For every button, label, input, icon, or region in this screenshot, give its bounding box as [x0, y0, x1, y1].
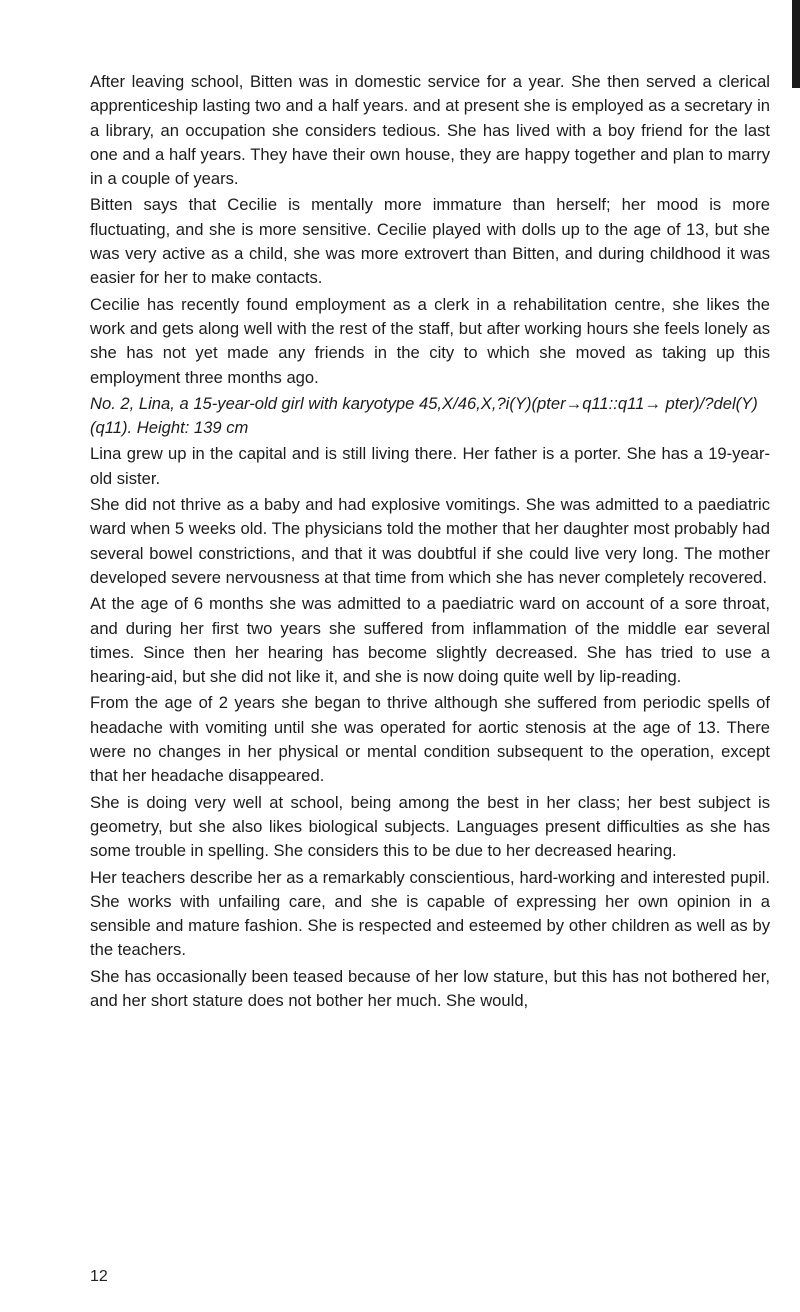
paragraph: From the age of 2 years she began to thrive although she suffered from periodic spells of headache with vomiting until she was operated for aortic stenosis at the age of 13. There were no changes in her physical or mental condition subsequent to the operation, except that her headache disappeared. — [90, 693, 770, 786]
paragraph: At the age of 6 months she was admitted to a paediatric ward on account of a sore throat, and during her first two years she suffered from inflammation of the middle ear several times. Since then her hearing has become slightly decreased. She has tried to use a hearing-aid, but she did not like it, and she is now doing quite well by lip-reading. — [90, 594, 770, 687]
paragraph: Lina grew up in the capital and is still living there. Her father is a porter. She has a 19-year-old sister. — [90, 444, 770, 488]
page-number: 12 — [90, 1268, 108, 1285]
scan-edge-mark — [792, 0, 800, 88]
paragraph: Her teachers describe her as a remarkably conscientious, hard-working and interested pupil. She works with unfailing care, and she is capable of expressing her own opinion in a sensible and mature fashion. She is respected and esteemed by other children as well as by the teachers. — [90, 867, 770, 960]
page-body — [90, 68, 770, 1013]
paragraph: Bitten says that Cecilie is mentally more immature than herself; her mood is more fluctuating, and she is more sensitive. Cecilie played with dolls up to the age of 13, but she was very active as a child, she was more extrovert than Bitten, and during childhood it was easier for her to make contacts. — [90, 195, 770, 288]
paragraph: She has occasionally been teased because of her low stature, but this has not bothered her, and her short stature does not bother her much. She would, — [90, 966, 770, 1010]
paragraph: After leaving school, Bitten was in domestic service for a year. She then served a clerical apprenticeship lasting two and a half years. and at present she is employed as a secretary in a library, an occupation she considers tedious. She has lived with a boy friend for the last one and a half years. They have their own house, they are happy together and plan to marry in a couple of years. — [90, 72, 770, 189]
case-heading: No. 2, Lina, a 15-year-old girl with karyotype 45,X/46,X,?i(Y)(pter→q11::q11→ pter)/?del(Y)(q11). Height: 139 cm — [90, 393, 758, 438]
paragraph: She did not thrive as a baby and had explosive vomitings. She was admitted to a paediatric ward when 5 weeks old. The physicians told the mother that her daughter most probably had several bowel constrictions, and that it was doubtful if she could live very long. The mother developed severe nervousness at that time from which she has never completely recovered. — [90, 495, 770, 587]
paragraph: Cecilie has recently found employment as a clerk in a rehabilitation centre, she likes the work and gets along well with the rest of the staff, but after working hours she feels lonely as she has not yet made any friends in the city to which she moved as taking up this employment three months ago. — [90, 294, 770, 387]
paragraph: She is doing very well at school, being among the best in her class; her best subject is geometry, but she also likes biological subjects. Languages present difficulties as she has some trouble in spelling. She considers this to be due to her decreased hearing. — [90, 792, 770, 861]
